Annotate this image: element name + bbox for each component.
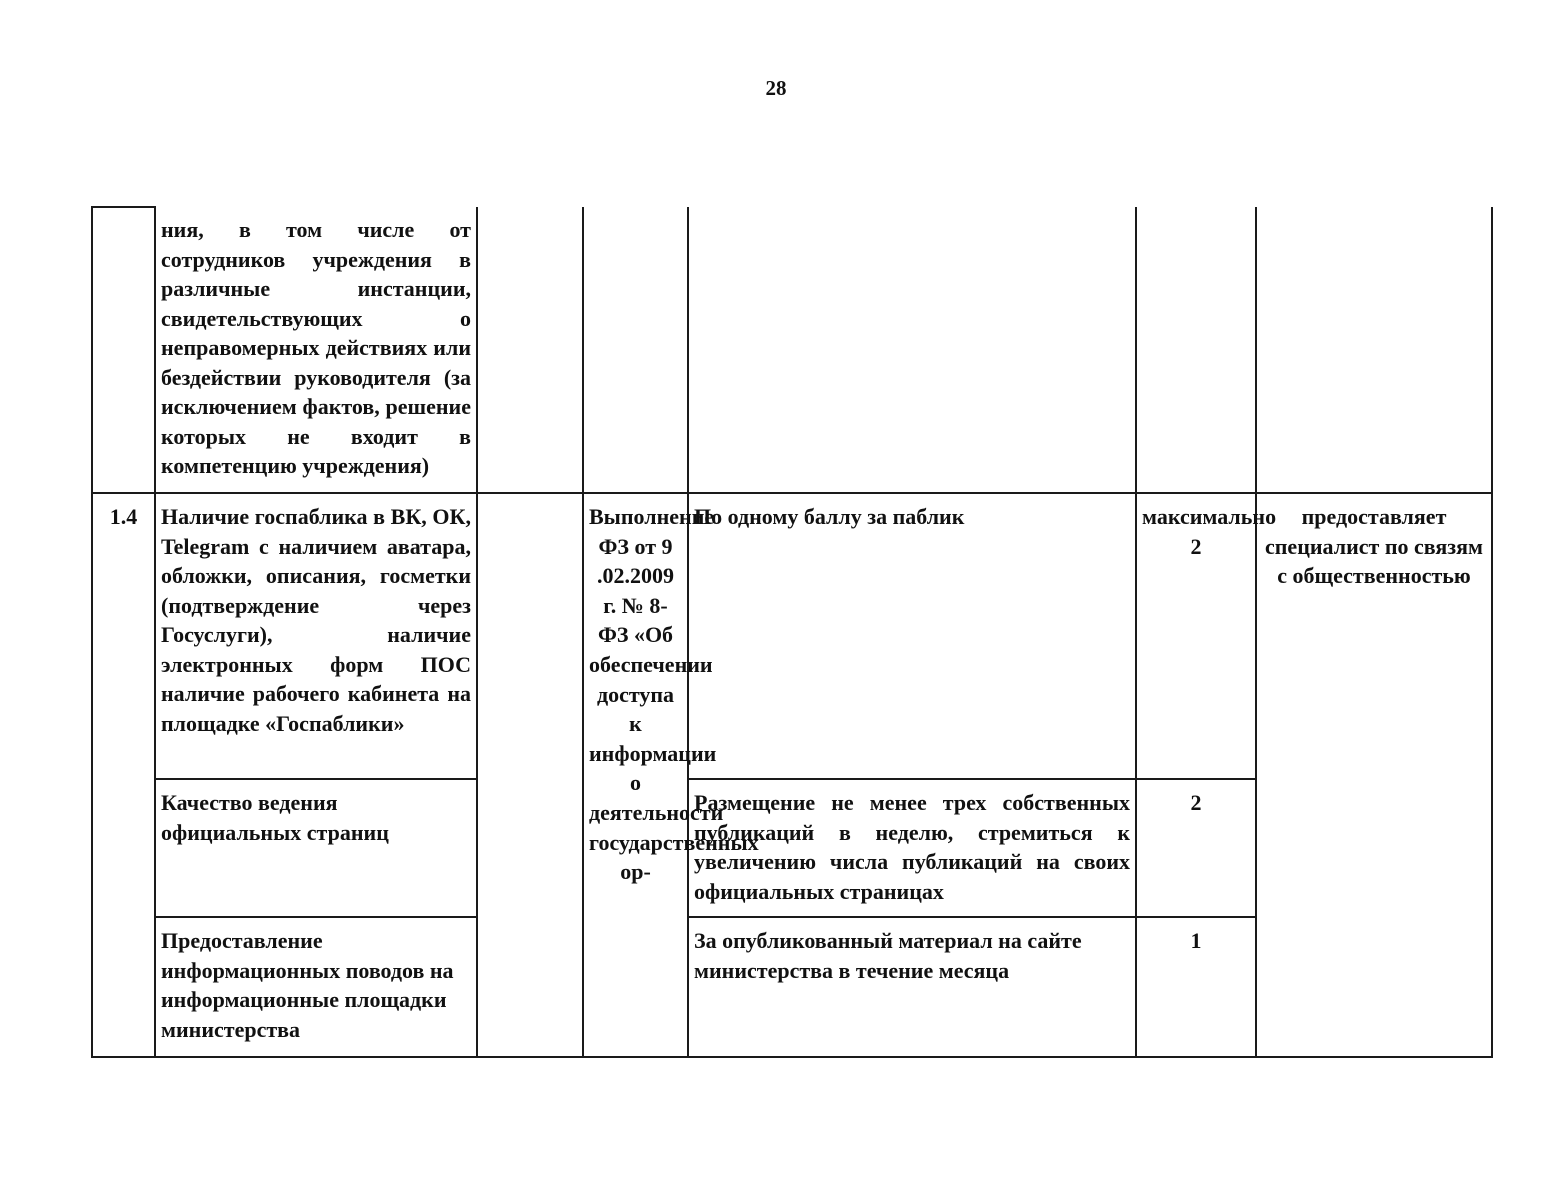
indicator-text: Качество ведения официальных страниц bbox=[161, 790, 389, 845]
criterion-cell bbox=[688, 917, 1136, 1057]
basis-cell bbox=[583, 493, 759, 1057]
row-number: 1.4 bbox=[109, 504, 138, 529]
responsible-cell bbox=[1256, 493, 1492, 1057]
criterion-text: По одному баллу за паблик bbox=[694, 504, 965, 529]
criteria-table bbox=[91, 206, 1493, 1058]
indicator-cell bbox=[155, 207, 477, 493]
indicator-cell bbox=[155, 779, 477, 917]
criterion-text: Размещение не менее трех собственных публикаций в неделю, стремиться к увеличению числа публикаций на своих официальных страницах bbox=[694, 790, 1130, 904]
points-text: 2 bbox=[1190, 790, 1202, 815]
indicator-text: Наличие госпаблика в ВК, ОК, Telegram с наличием аватара, обложки, описания, госметки (подтверждение через Госуслуги), наличие электронных форм ПОС наличие рабочего кабинета на площадке «Госпаблики» bbox=[161, 504, 471, 736]
points-cell bbox=[1136, 207, 1256, 493]
row-number-cell bbox=[92, 493, 155, 1057]
criterion-text: За опубликованный материал на сайте министерства в течение месяца bbox=[694, 928, 1082, 983]
criterion-cell bbox=[688, 493, 1136, 779]
responsible-text: предоставляет специалист по связям с общественностью bbox=[1264, 504, 1483, 588]
criterion-cell bbox=[688, 779, 1136, 917]
indicator-cell bbox=[155, 493, 477, 779]
indicator-text: Предоставление информационных поводов на информационные площадки министерства bbox=[161, 928, 454, 1042]
empty-cell bbox=[477, 493, 583, 1057]
number-cell bbox=[92, 207, 155, 493]
responsible-cell bbox=[1256, 207, 1492, 493]
table-row-continuation bbox=[92, 207, 1492, 493]
basis-cell bbox=[583, 207, 688, 493]
points-cell bbox=[1136, 493, 1277, 779]
indicator-text: ния, в том числе от сотрудников учреждения в различные инстанции, свидетельствующих о неправомерных действиях или бездействии руководителя (за исключением фактов, решение которых не входит в компетенцию учреждения) bbox=[161, 217, 471, 478]
indicator-cell bbox=[155, 917, 477, 1057]
points-text: максимально 2 bbox=[1142, 504, 1277, 559]
page-number: 28 bbox=[765, 76, 787, 100]
points-cell bbox=[1136, 779, 1256, 917]
basis-text: Выполнение ФЗ от 9 .02.2009 г. № 8-ФЗ «Об обеспечении доступа к информации о деятельности государственных ор- bbox=[589, 504, 759, 885]
table-row-1-4 bbox=[92, 493, 1492, 779]
points-text: 1 bbox=[1190, 928, 1202, 953]
criterion-cell bbox=[688, 207, 1136, 493]
points-cell bbox=[1136, 917, 1256, 1057]
empty-cell bbox=[477, 207, 583, 493]
